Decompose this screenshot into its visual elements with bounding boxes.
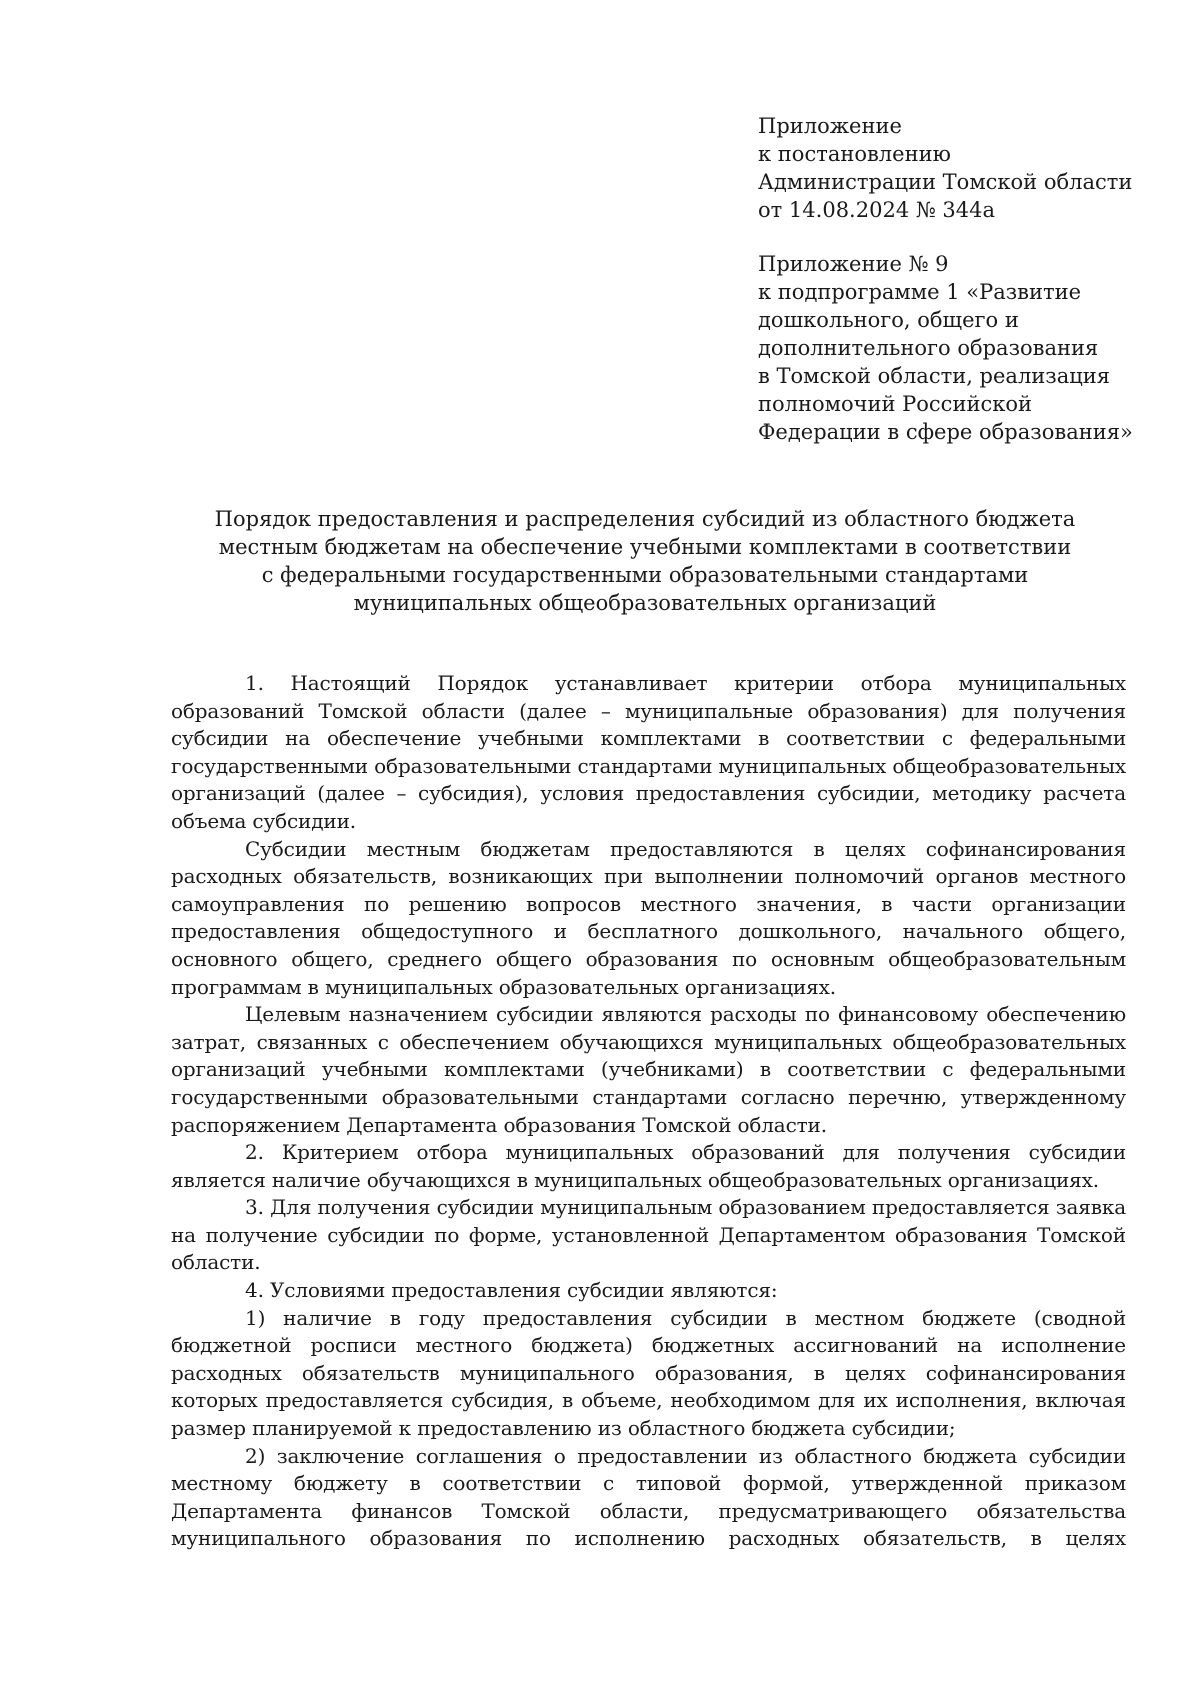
- document-body: [171, 670, 1126, 1553]
- paragraph: 3. Для получения субсидии муниципальным образованием предоставляется заявка на получение субсидии по форме, установленной Департаментом образования Томской области.: [171, 1195, 1126, 1275]
- document-title: [170, 505, 1120, 617]
- paragraph: Субсидии местным бюджетам предоставляются в целях софинансирования расходных обязательств, возникающих при выполнении полномочий органов местного самоуправления по решению вопросов местного значения, в части организации предоставления общедоступного и бесплатного дошкольного, начального общего, основного общего, среднего общего образования по основным общеобразовательным программам в муниципальных образовательных организациях.: [171, 836, 1126, 999]
- appendix-line: к постановлению: [758, 142, 951, 166]
- appendix-line: Федерации в сфере образования»: [758, 420, 1133, 444]
- paragraph: Целевым назначением субсидии являются расходы по финансовому обеспечению затрат, связанных с обеспечением обучающихся муниципальных общеобразовательных организаций учебными комплектами (учебниками) в соответствии с федеральными государственными образовательными стандартами согласно перечню, утвержденному распоряжением Департамента образования Томской области.: [171, 1002, 1126, 1137]
- spacer: [758, 224, 1158, 250]
- appendix-line: от 14.08.2024 № 344а: [758, 198, 995, 222]
- title-line: муниципальных общеобразовательных организаций: [353, 591, 937, 615]
- paragraph: 1. Настоящий Порядок устанавливает критерии отбора муниципальных образований Томской области (далее – муниципальные образования) для получения субсидии на обеспечение учебными комплектами в соответствии с федеральными государственными образовательными стандартами муниципальных общеобразовательных организаций (далее – субсидия), условия предоставления субсидии, методику расчета объема субсидии.: [171, 671, 1126, 833]
- appendix-line: Приложение № 9: [758, 252, 949, 276]
- title-line: с федеральными государственными образовательными стандартами: [261, 563, 1029, 587]
- paragraph: 1) наличие в году предоставления субсидии в местном бюджете (сводной бюджетной росписи местного бюджета) бюджетных ассигнований на исполнение расходных обязательств муниципального образования, в целях софинансирования которых предоставляется субсидия, в объеме, необходимом для их исполнения, включая размер планируемой к предоставлению из областного бюджета субсидии;: [171, 1305, 1126, 1441]
- appendix-line: полномочий Российской: [758, 392, 1032, 416]
- appendix-block: [758, 112, 1158, 446]
- title-line: местным бюджетам на обеспечение учебными комплектами в соответствии: [218, 535, 1072, 559]
- paragraph: 4. Условиями предоставления субсидии являются:: [245, 1278, 778, 1303]
- appendix-line: в Томской области, реализация: [758, 364, 1111, 388]
- appendix-line: к подпрограмме 1 «Развитие: [758, 280, 1082, 304]
- title-line: Порядок предоставления и распределения субсидий из областного бюджета: [214, 507, 1076, 531]
- paragraph: 2) заключение соглашения о предоставлении из областного бюджета субсидии местному бюджету в соответствии с типовой формой, утвержденной приказом Департамента финансов Томской области, предусматривающего обязательства муниципального образования по исполнению расходных обязательств, в целях: [171, 1443, 1126, 1551]
- appendix-line: дополнительного образования: [758, 336, 1099, 360]
- appendix-line: Администрации Томской области: [758, 170, 1133, 194]
- appendix-line: Приложение: [758, 114, 902, 138]
- paragraph: 2. Критерием отбора муниципальных образований для получения субсидии является наличие обучающихся в муниципальных общеобразовательных организациях.: [171, 1140, 1126, 1192]
- appendix-line: дошкольного, общего и: [758, 308, 1019, 332]
